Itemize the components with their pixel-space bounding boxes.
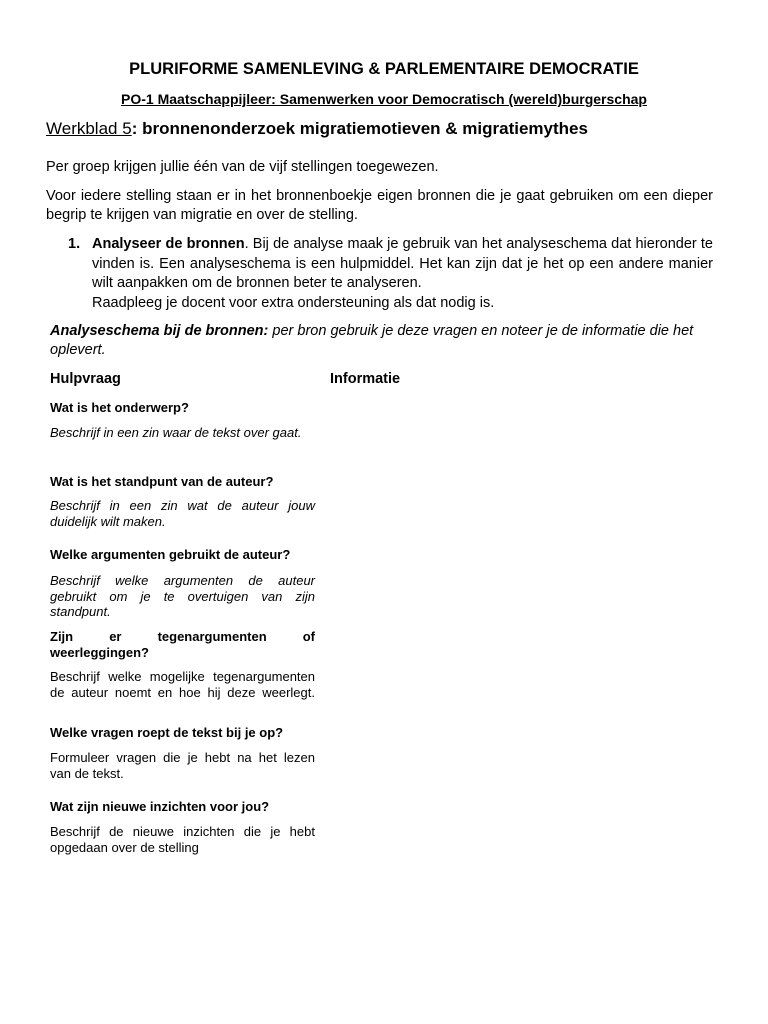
step-number: 1. (68, 236, 81, 252)
intro-paragraph-2: Voor iedere stelling staan er in het bronnenboekje eigen bronnen die je gaat gebruiken om een dieper begrip te krijgen van migratie en over de stelling. (46, 188, 713, 223)
document-title: PLURIFORME SAMENLEVING & PARLEMENTAIRE DEMOCRATIE (129, 60, 639, 78)
step-1 (68, 235, 713, 313)
question-1: Wat is het onderwerp? (50, 400, 189, 415)
question-2: Wat is het standpunt van de auteur? (50, 474, 274, 489)
description-2: Beschrijf in een zin wat de auteur jouw duidelijk wilt maken. (50, 498, 315, 529)
question-4: Zijn er tegenargumenten of weerleggingen? (50, 629, 315, 660)
step-extra: Raadpleeg je docent voor extra ondersteuning als dat nodig is. (92, 294, 495, 311)
worksheet-title: : bronnenonderzoek migratiemotieven & migratiemythes (131, 119, 588, 138)
column-header-hulpvraag: Hulpvraag (50, 371, 121, 387)
column-header-informatie: Informatie (330, 371, 401, 387)
description-6: Beschrijf de nieuwe inzichten die je hebt opgedaan over de stelling (50, 824, 315, 855)
worksheet-heading (46, 119, 588, 139)
schema-intro (50, 322, 708, 360)
question-6: Wat zijn nieuwe inzichten voor jou? (50, 799, 270, 814)
description-5: Formuleer vragen die je hebt na het lezen van de tekst. (50, 750, 315, 781)
step-bold: Analyseer de bronnen (92, 236, 245, 252)
description-4: Beschrijf welke mogelijke tegenargumenten de auteur noemt en hoe hij deze weerlegt. (50, 669, 315, 700)
question-5: Welke vragen roept de tekst bij je op? (50, 725, 284, 740)
document-subtitle: PO-1 Maatschappijleer: Samenwerken voor Democratisch (wereld)burgerschap (121, 91, 647, 107)
description-1: Beschrijf in een zin waar de tekst over gaat. (50, 425, 302, 440)
schema-text: per bron gebruik je deze vragen en noteer je de informatie die het oplevert. (50, 323, 694, 358)
description-3: Beschrijf welke argumenten de auteur gebruikt om je te overtuigen van zijn standpunt. (50, 573, 315, 619)
question-3: Welke argumenten gebruikt de auteur? (50, 547, 291, 562)
intro-paragraph-1: Per groep krijgen jullie één van de vijf stellingen toegewezen. (46, 159, 439, 175)
schema-bold: Analyseschema bij de bronnen: (50, 323, 269, 339)
worksheet-label: Werkblad 5 (46, 119, 132, 138)
step-text: . Bij de analyse maak je gebruik van het analyseschema dat hieronder te vinden is. Een analyseschema is een hulpmiddel. Het kan zijn dat je het op een andere manier wilt aanpakken om de bronnen beter te analyseren. (92, 236, 713, 291)
